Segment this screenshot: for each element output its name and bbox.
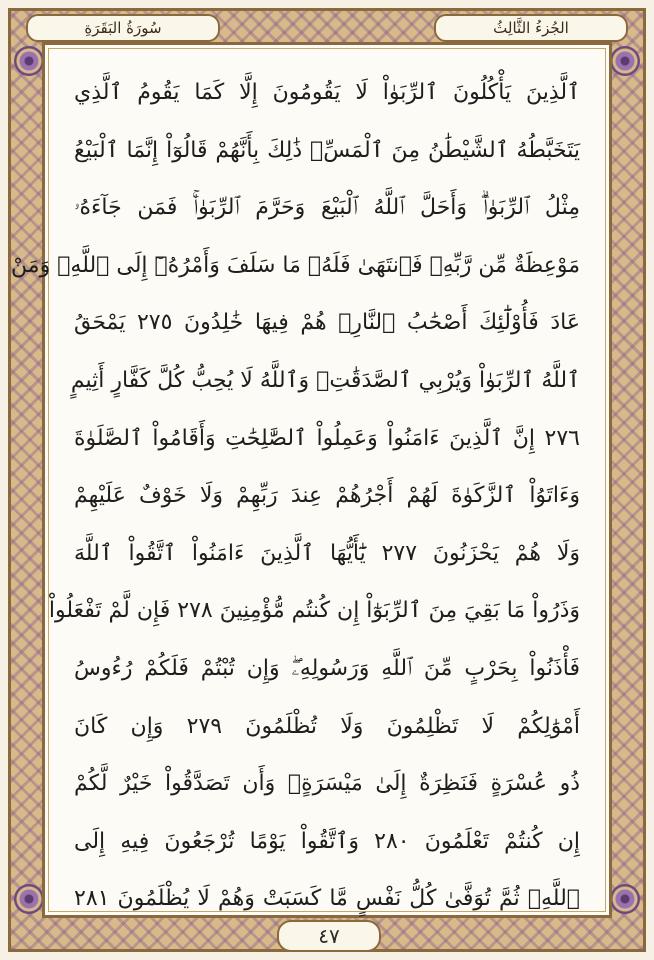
corner-rosette-icon bbox=[610, 884, 640, 914]
text-line: عَادَ فَأُوْلَٰٓئِكَ أَصْحَٰبُ ٱلنَّارِۖ هُمْ فِيهَا خَٰلِدُونَ ٢٧٥ يَمْحَقُ bbox=[74, 310, 580, 336]
text-line: إِن كُنتُمْ تَعْلَمُونَ ٢٨٠ وَٱتَّقُواْ يَوْمًا تُرْجَعُونَ فِيهِ إِلَى bbox=[74, 828, 580, 854]
text-line: وَذَرُواْ مَا بَقِيَ مِنَ ٱلرِّبَوٰٓاْ إِن كُنتُم مُّؤْمِنِينَ ٢٧٨ فَإِن لَّمْ تَفْعَلُواْ bbox=[48, 598, 580, 624]
surah-name-text: سُورَةُ البَقَرَةِ bbox=[84, 19, 162, 37]
text-line: ذُو عُسْرَةٍ فَنَظِرَةٌ إِلَىٰ مَيْسَرَةٍۚ وَأَن تَصَدَّقُواْ خَيْرٌ لَّكُمْ bbox=[74, 771, 580, 797]
text-line: ٢٧٦ إِنَّ ٱلَّذِينَ ءَامَنُواْ وَعَمِلُواْ ٱلصَّٰلِحَٰتِ وَأَقَامُواْ ٱلصَّلَوٰةَ bbox=[74, 425, 580, 451]
text-line: أَمْوَٰلِكُمْ لَا تَظْلِمُونَ وَلَا تُظْلَمُونَ ٢٧٩ وَإِن كَانَ bbox=[74, 713, 580, 739]
text-line: ٱلَّذِينَ يَأْكُلُونَ ٱلرِّبَوٰاْ لَا يَقُومُونَ إِلَّا كَمَا يَقُومُ ٱلَّذِي bbox=[74, 80, 580, 105]
surah-name-label bbox=[26, 14, 220, 42]
text-line: يَتَخَبَّطُهُ ٱلشَّيْطَٰنُ مِنَ ٱلْمَسِّۚ ذَٰلِكَ بِأَنَّهُمْ قَالُوٓاْ إِنَّمَا ٱلْبَيْعُ bbox=[74, 137, 580, 163]
page-number: ٤٧ bbox=[318, 924, 340, 948]
corner-rosette-icon bbox=[610, 46, 640, 76]
text-line: ٱللَّهِۖ ثُمَّ تُوَفَّىٰ كُلُّ نَفْسٍ مَّا كَسَبَتْ وَهُمْ لَا يُظْلَمُونَ ٢٨١ bbox=[74, 886, 580, 912]
text-line: وَلَا هُمْ يَحْزَنُونَ ٢٧٧ يَٰٓأَيُّهَا ٱلَّذِينَ ءَامَنُواْ ٱتَّقُواْ ٱللَّهَ bbox=[74, 540, 580, 566]
text-line: مِثْلُ ٱلرِّبَوٰاْۗ وَأَحَلَّ ٱللَّهُ ٱلْبَيْعَ وَحَرَّمَ ٱلرِّبَوٰاْۚ فَمَن جَآءَهُۥ bbox=[74, 195, 580, 221]
text-line: مَوْعِظَةٌ مِّن رَّبِّهِۦ فَٱنتَهَىٰ فَلَهُۥ مَا سَلَفَ وَأَمْرُهُۥٓ إِلَى ٱللَّهِۖ وَمَنْ bbox=[11, 252, 580, 278]
juz-text: الجُزءُ الثَّالِثُ bbox=[493, 19, 569, 37]
text-line: وَءَاتَوُاْ ٱلزَّكَوٰةَ لَهُمْ أَجْرُهُمْ عِندَ رَبِّهِمْ وَلَا خَوْفٌ عَلَيْهِمْ bbox=[74, 483, 580, 509]
page-number-badge bbox=[277, 920, 381, 952]
juz-label bbox=[434, 14, 628, 42]
corner-rosette-icon bbox=[14, 884, 44, 914]
quran-text bbox=[11, 64, 580, 928]
text-line: فَأْذَنُواْ بِحَرْبٍ مِّنَ ٱللَّهِ وَرَسُولِهِۦۖ وَإِن تُبْتُمْ فَلَكُمْ رُءُوسُ bbox=[74, 655, 580, 681]
text-line: ٱللَّهُ ٱلرِّبَوٰاْ وَيُرْبِي ٱلصَّدَقَٰتِۗ وَٱللَّهُ لَا يُحِبُّ كُلَّ كَفَّارٍ أَثِيمٍ bbox=[70, 367, 580, 393]
corner-rosette-icon bbox=[14, 46, 44, 76]
